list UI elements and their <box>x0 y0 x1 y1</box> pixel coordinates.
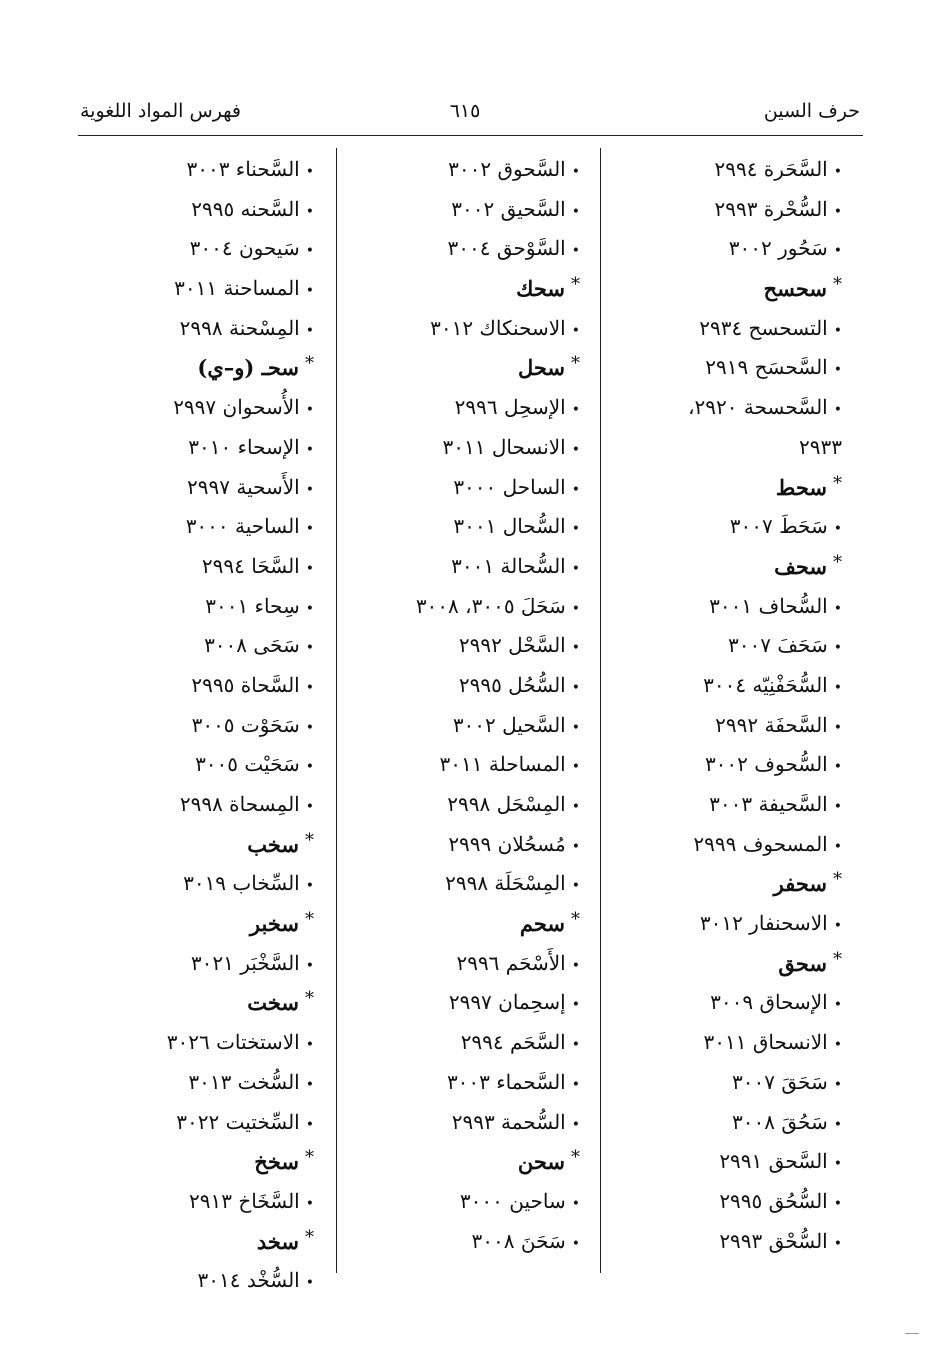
index-entry <box>688 587 842 627</box>
index-entry <box>416 1103 580 1143</box>
root-heading <box>167 1222 314 1262</box>
index-entry <box>416 150 580 190</box>
asterisk-icon: * <box>305 1226 314 1248</box>
entry-text: الإسحاء ٣٠١٠ <box>188 434 300 459</box>
entry-text: سحف <box>774 553 827 579</box>
index-entry <box>688 983 842 1023</box>
index-entry <box>416 547 580 587</box>
index-entry <box>688 1063 842 1103</box>
bullet-icon: • <box>305 1195 314 1212</box>
index-entry <box>167 587 314 627</box>
index-entry <box>167 190 314 230</box>
bullet-icon: • <box>305 203 314 220</box>
index-entry <box>416 1023 580 1063</box>
root-heading <box>167 348 314 388</box>
bullet-icon: • <box>833 799 842 815</box>
root-heading <box>416 904 580 944</box>
entry-text: سخد <box>256 1228 299 1254</box>
bullet-icon: • <box>833 1037 842 1054</box>
bullet-icon: • <box>833 322 842 339</box>
bullet-icon: • <box>833 402 842 419</box>
bullet-icon: • <box>833 1195 842 1212</box>
bullet-icon: • <box>833 203 842 220</box>
entry-text: الإسحِل ٢٩٩٦ <box>454 395 566 420</box>
entry-text: ٢٩٣٣ <box>799 434 842 459</box>
entry-text: سحم <box>519 911 565 937</box>
entry-text: السَّحماء ٣٠٠٣ <box>446 1069 566 1094</box>
entry-text: سحفر <box>773 871 827 897</box>
index-entry <box>416 864 580 904</box>
entry-text: المساحنة ٣٠١١ <box>174 276 300 301</box>
entry-text: السُّحَفْنِيّه ٣٠٠٤ <box>703 672 828 697</box>
bullet-icon: • <box>305 759 314 776</box>
index-entry <box>688 1142 842 1182</box>
bullet-icon: • <box>571 521 580 538</box>
entry-text: سخب <box>247 831 299 857</box>
entry-text: سَحَوْت ٣٠٠٥ <box>191 712 300 737</box>
index-entry <box>167 269 314 309</box>
index-entry <box>167 428 314 468</box>
root-heading <box>416 269 580 309</box>
entry-text: الأَسحية ٢٩٩٧ <box>187 474 300 499</box>
root-heading <box>416 1142 580 1182</box>
entry-text: السَّحناء ٣٠٠٣ <box>186 157 300 181</box>
running-title: فهرس المواد اللغوية <box>80 100 242 122</box>
bullet-icon: • <box>305 640 314 657</box>
bullet-icon: • <box>571 1037 580 1054</box>
asterisk-icon: * <box>833 869 842 891</box>
entry-text: السُّحال ٣٠٠١ <box>453 514 566 539</box>
entry-text: الساحل ٣٠٠٠ <box>453 474 566 499</box>
bullet-icon: • <box>571 164 580 180</box>
entry-text: المِسْحَلَة ٢٩٩٨ <box>445 871 566 896</box>
index-entry <box>167 745 314 785</box>
bullet-icon: • <box>571 1195 580 1212</box>
bullet-icon: • <box>305 1076 314 1093</box>
index-entry <box>416 190 580 230</box>
entry-text: الاسحنكاك ٣٠١٢ <box>430 315 566 340</box>
bullet-icon: • <box>571 719 580 736</box>
index-entry <box>167 507 314 547</box>
entry-text: سَحُور ٣٠٠٢ <box>728 236 828 261</box>
index-entry <box>167 468 314 508</box>
entry-text: سَحَقَ ٣٠٠٧ <box>732 1069 828 1094</box>
index-entry <box>167 864 314 904</box>
entry-text: الأُسحوان ٢٩٩٧ <box>173 395 300 420</box>
entry-text: سخخ <box>254 1149 299 1175</box>
entry-text: السَّحيق ٣٠٠٢ <box>451 196 566 221</box>
bullet-icon: • <box>305 600 314 617</box>
index-entry <box>416 825 580 865</box>
column-divider <box>336 148 337 1273</box>
entry-text: السِّخاب ٣٠١٩ <box>183 871 300 896</box>
entry-text: السَّحَم ٢٩٩٤ <box>460 1030 566 1055</box>
index-entry <box>416 428 580 468</box>
index-column-left <box>167 150 314 1301</box>
bullet-icon: • <box>833 719 842 736</box>
index-entry <box>167 706 314 746</box>
index-entry <box>688 507 842 547</box>
index-entry <box>416 1182 580 1222</box>
bullet-icon: • <box>571 679 580 696</box>
asterisk-icon: * <box>833 551 842 573</box>
entry-text: السَّوْحق ٣٠٠٤ <box>447 236 566 261</box>
bullet-icon: • <box>571 640 580 657</box>
index-entry <box>167 785 314 825</box>
entry-text: السَّخْبَر ٣٠٢١ <box>190 950 300 975</box>
index-entry <box>688 745 842 785</box>
index-entry <box>416 1063 580 1103</box>
entry-text: السُّحاف ٣٠٠١ <box>709 593 828 618</box>
entry-text: سحن <box>517 1149 565 1175</box>
entry-text: المِسْحَل ٢٩٩٨ <box>447 792 566 816</box>
index-entry <box>416 666 580 706</box>
asterisk-icon: * <box>833 274 842 296</box>
entry-text: السَّحسحة ٢٩٢٠، <box>688 395 828 420</box>
entry-text: المسحوف ٢٩٩٩ <box>693 831 828 856</box>
bullet-icon: • <box>571 322 580 339</box>
entry-text: السُّحوف ٣٠٠٢ <box>704 752 828 777</box>
bullet-icon: • <box>571 600 580 617</box>
index-entry <box>688 309 842 349</box>
index-column-middle <box>416 150 580 1261</box>
entry-text: سَحَفَ ٣٠٠٧ <box>728 633 828 658</box>
index-entry <box>688 706 842 746</box>
entry-text: سِحاء ٣٠٠١ <box>205 593 300 618</box>
bullet-icon: • <box>305 243 314 260</box>
index-entry <box>416 626 580 666</box>
root-heading <box>167 1142 314 1182</box>
entry-text: الاستختات ٣٠٢٦ <box>166 1030 300 1055</box>
index-entry <box>416 388 580 428</box>
entry-text: الساحية ٣٠٠٠ <box>185 514 300 539</box>
entry-text: سحق <box>778 950 827 976</box>
chapter-title: حرف السين <box>763 100 860 122</box>
entry-text: سخبر <box>249 911 299 937</box>
root-heading <box>688 864 842 904</box>
bullet-icon: • <box>833 600 842 617</box>
entry-text: السِّختيت ٣٠٢٢ <box>176 1109 300 1134</box>
page-header <box>70 100 860 134</box>
bullet-icon: • <box>571 243 580 260</box>
index-entry <box>688 666 842 706</box>
entry-text: إسحِمان ٢٩٩٧ <box>448 990 566 1015</box>
bullet-icon: • <box>833 1116 842 1133</box>
bullet-icon: • <box>833 1076 842 1093</box>
bullet-icon: • <box>833 362 842 379</box>
index-entry <box>167 666 314 706</box>
index-entry-continuation <box>688 428 842 468</box>
entry-text: سخت <box>247 990 299 1016</box>
index-entry <box>167 547 314 587</box>
bullet-icon: • <box>833 164 842 180</box>
bullet-icon: • <box>305 521 314 538</box>
index-entry <box>167 150 314 190</box>
bullet-icon: • <box>833 997 842 1014</box>
bullet-icon: • <box>833 243 842 260</box>
asterisk-icon: * <box>571 274 580 296</box>
entry-text: السُّحمة ٢٩٩٣ <box>451 1109 566 1134</box>
index-entry <box>416 587 580 627</box>
bullet-icon: • <box>571 838 580 855</box>
index-entry <box>688 229 842 269</box>
entry-text: السَّحَرة ٢٩٩٤ <box>714 157 828 181</box>
entry-text: ساحين ٣٠٠٠ <box>459 1188 566 1213</box>
root-heading <box>688 547 842 587</box>
index-entry <box>416 1222 580 1262</box>
entry-text: السَّحَا ٢٩٩٤ <box>201 553 300 578</box>
index-entry <box>688 904 842 944</box>
bullet-icon: • <box>305 322 314 339</box>
bullet-icon: • <box>305 679 314 696</box>
entry-text: سَحَطَ ٣٠٠٧ <box>729 514 828 539</box>
entry-text: سحـ (و–ي) <box>197 355 299 381</box>
bullet-icon: • <box>305 283 314 300</box>
index-entry <box>688 1222 842 1262</box>
root-heading <box>688 269 842 309</box>
bullet-icon: • <box>833 1235 842 1252</box>
index-entry <box>416 785 580 825</box>
bullet-icon: • <box>571 799 580 815</box>
entry-text: السَّخَاخ ٢٩١٣ <box>189 1188 300 1213</box>
entry-text: السَّحسَح ٢٩١٩ <box>705 355 828 380</box>
bullet-icon: • <box>571 1116 580 1133</box>
index-column-right <box>688 150 842 1261</box>
header-rule <box>78 135 863 136</box>
root-heading <box>688 944 842 984</box>
bullet-icon: • <box>833 759 842 776</box>
index-entry <box>167 1182 314 1222</box>
bullet-icon: • <box>305 957 314 974</box>
bullet-icon: • <box>571 481 580 498</box>
index-entry <box>167 1261 314 1301</box>
bullet-icon: • <box>571 441 580 458</box>
bullet-icon: • <box>305 441 314 458</box>
entry-text: السَّحوق ٣٠٠٢ <box>448 157 566 181</box>
index-entry <box>688 785 842 825</box>
index-entry <box>416 229 580 269</box>
entry-text: السَّحفَة ٢٩٩٢ <box>715 712 828 737</box>
bullet-icon: • <box>571 203 580 220</box>
entry-text: مُسحُلان ٢٩٩٩ <box>448 831 566 856</box>
bullet-icon: • <box>833 521 842 538</box>
bullet-icon: • <box>305 719 314 736</box>
bullet-icon: • <box>305 481 314 498</box>
bullet-icon: • <box>571 759 580 776</box>
page-mark <box>905 1333 919 1334</box>
root-heading <box>416 348 580 388</box>
bullet-icon: • <box>833 679 842 696</box>
entry-text: الأَسْحَم ٢٩٩٦ <box>456 950 566 975</box>
entry-text: السَّحْل ٢٩٩٢ <box>458 633 566 658</box>
root-heading <box>167 825 314 865</box>
page-number: ٦١٥ <box>449 100 481 122</box>
entry-text: سحك <box>516 276 565 302</box>
bullet-icon: • <box>305 1037 314 1054</box>
asterisk-icon: * <box>305 1147 314 1169</box>
entry-text: السُّخت ٣٠١٣ <box>188 1069 300 1094</box>
entry-text: سحسح <box>763 276 827 302</box>
index-entry <box>167 1023 314 1063</box>
entry-text: الاسحنفار ٣٠١٢ <box>699 911 828 936</box>
entry-text: السَّحق ٢٩٩١ <box>719 1149 828 1174</box>
entry-text: السُّحُل ٢٩٩٥ <box>458 672 566 697</box>
index-entry <box>167 1103 314 1143</box>
index-entry <box>167 388 314 428</box>
entry-text: السُّحُق ٢٩٩٥ <box>719 1188 828 1213</box>
entry-text: السُّحْق ٢٩٩٣ <box>719 1228 828 1253</box>
asterisk-icon: * <box>833 948 842 970</box>
bullet-icon: • <box>571 997 580 1014</box>
index-entry <box>688 626 842 666</box>
entry-text: الانسحاق ٣٠١١ <box>703 1030 828 1055</box>
entry-text: المِسْحنة ٢٩٩٨ <box>179 315 300 340</box>
entry-text: المساحلة ٣٠١١ <box>439 752 566 777</box>
bullet-icon: • <box>571 1235 580 1252</box>
asterisk-icon: * <box>571 1147 580 1169</box>
index-entry <box>416 944 580 984</box>
index-entry <box>688 190 842 230</box>
index-entry <box>167 229 314 269</box>
index-entry <box>416 507 580 547</box>
entry-text: التسحسح ٢٩٣٤ <box>699 315 828 340</box>
bullet-icon: • <box>305 164 314 180</box>
bullet-icon: • <box>305 1275 314 1292</box>
entry-text: سَحُقَ ٣٠٠٨ <box>732 1109 828 1134</box>
index-entry <box>416 745 580 785</box>
bullet-icon: • <box>305 1116 314 1133</box>
index-entry <box>688 150 842 190</box>
bullet-icon: • <box>305 878 314 895</box>
entry-text: المِسحاة ٢٩٩٨ <box>179 792 300 816</box>
entry-text: سَيحون ٣٠٠٤ <box>189 236 300 261</box>
entry-text: السُّخْد ٣٠١٤ <box>197 1268 300 1293</box>
asterisk-icon: * <box>305 909 314 931</box>
asterisk-icon: * <box>305 353 314 375</box>
entry-text: السَّحنه ٢٩٩٥ <box>191 196 300 221</box>
bullet-icon: • <box>833 838 842 855</box>
bullet-icon: • <box>305 560 314 577</box>
asterisk-icon: * <box>833 472 842 494</box>
asterisk-icon: * <box>305 829 314 851</box>
asterisk-icon: * <box>305 988 314 1010</box>
column-divider <box>600 148 601 1273</box>
entry-text: سَحَلَ ٣٠٠٥، ٣٠٠٨ <box>415 593 566 618</box>
index-entry <box>416 983 580 1023</box>
root-heading <box>167 904 314 944</box>
bullet-icon: • <box>833 1156 842 1173</box>
bullet-icon: • <box>305 799 314 815</box>
bullet-icon: • <box>833 640 842 657</box>
entry-text: الإسحاق ٣٠٠٩ <box>710 990 828 1015</box>
asterisk-icon: * <box>571 909 580 931</box>
index-entry <box>416 706 580 746</box>
entry-text: سَحَنَ ٣٠٠٨ <box>471 1228 566 1253</box>
entry-text: الانسحال ٣٠١١ <box>442 434 566 459</box>
entry-text: السَّحاة ٢٩٩٥ <box>191 672 300 697</box>
index-entry <box>688 388 842 428</box>
bullet-icon: • <box>571 1076 580 1093</box>
entry-text: السَّحيفة ٣٠٠٣ <box>709 792 828 816</box>
entry-text: السُّحالة ٣٠٠١ <box>451 553 566 578</box>
index-entry <box>167 1063 314 1103</box>
bullet-icon: • <box>833 918 842 935</box>
entry-text: سحط <box>775 474 827 500</box>
entry-text: سَحَيْت ٣٠٠٥ <box>195 752 300 777</box>
index-entry <box>688 1023 842 1063</box>
bullet-icon: • <box>305 402 314 419</box>
index-entry <box>167 944 314 984</box>
index-entry <box>688 348 842 388</box>
bullet-icon: • <box>571 402 580 419</box>
root-heading <box>167 983 314 1023</box>
index-entry <box>688 1182 842 1222</box>
index-entry <box>416 468 580 508</box>
index-entry <box>167 309 314 349</box>
entry-text: سَحَى ٣٠٠٨ <box>204 633 300 658</box>
entry-text: سحل <box>517 355 565 381</box>
bullet-icon: • <box>571 878 580 895</box>
entry-text: السُّحْرة ٢٩٩٣ <box>714 196 828 221</box>
asterisk-icon: * <box>571 353 580 375</box>
index-entry <box>416 309 580 349</box>
root-heading <box>688 468 842 508</box>
bullet-icon: • <box>571 957 580 974</box>
index-entry <box>167 626 314 666</box>
entry-text: السَّحيل ٣٠٠٢ <box>452 712 566 737</box>
index-entry <box>688 1103 842 1143</box>
index-entry <box>688 825 842 865</box>
bullet-icon: • <box>571 560 580 577</box>
